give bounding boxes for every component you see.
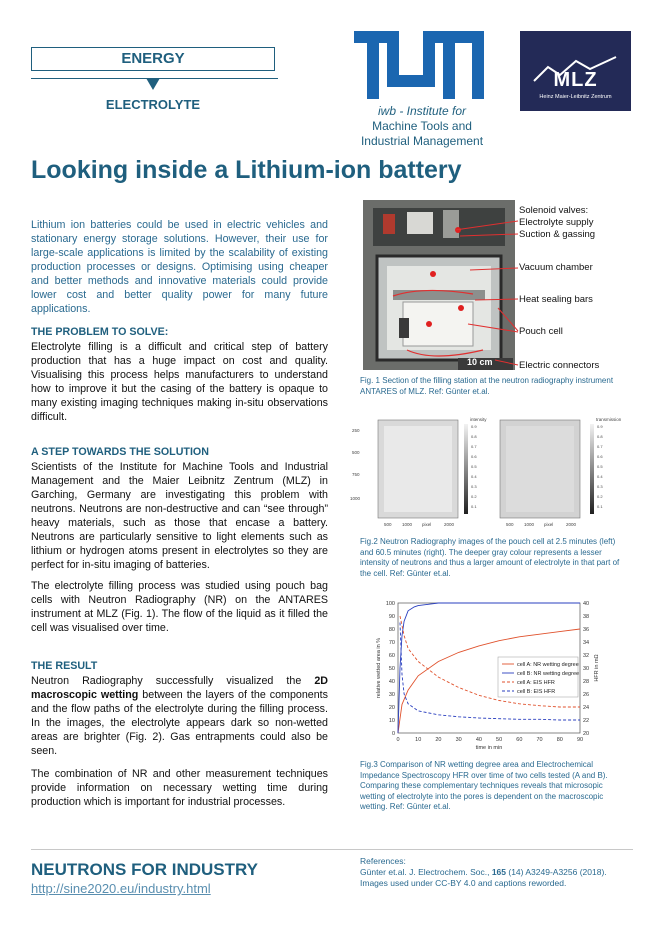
- arrow-down-icon: [146, 78, 160, 90]
- fig2-colorbar-tick: 0.6: [597, 454, 603, 459]
- fig2-colorbar-tick: 0.9: [597, 424, 603, 429]
- fig1-label-solenoid: Solenoid valves:: [519, 205, 589, 216]
- fig1-caption: Fig. 1 Section of the filling station at the neutron radiography instrument ANTARES of MLZ. Ref: Günter et.al.: [360, 376, 614, 396]
- fig1-label-electrolyte-supply: Electrolyte supply: [519, 217, 594, 228]
- industry-link[interactable]: http://sine2020.eu/industry.html: [31, 881, 211, 896]
- fig2-xtick: 2000: [444, 522, 455, 527]
- fig2-colorbar-tick: 0.6: [471, 454, 477, 459]
- x-tick-label: 10: [415, 737, 422, 743]
- y-right-tick-label: 36: [583, 627, 590, 633]
- fig2-colorbar-tick: 0.3: [597, 484, 603, 489]
- fig2-colorbar-tick: 0.7: [597, 444, 603, 449]
- x-tick-label: 60: [516, 737, 523, 743]
- category-label: ENERGY: [31, 47, 275, 71]
- fig2-colorbar-label-left: intensity: [470, 417, 487, 422]
- problem-heading: THE PROBLEM TO SOLVE:: [31, 326, 169, 338]
- x-tick-label: 40: [475, 737, 482, 743]
- fig2-colorbar-tick: 0.5: [597, 464, 603, 469]
- fig1-label-connectors: Electric connectors: [519, 360, 600, 371]
- result-text-a: Neutron Radiography successfully visualized the: [31, 675, 315, 687]
- legend-label: cell B: NR wetting degree: [517, 671, 580, 677]
- fig2-colorbar-tick: 0.2: [471, 494, 477, 499]
- y-tick-label: 0: [391, 731, 395, 737]
- solution-paragraph-2: The electrolyte filling process was studied using pouch bag cells with Neutron Radiography (NR) on the ANTARES instrument at MLZ (Fig. 1). The flow of the liquid as it filled the cell was visualised over time.: [31, 580, 328, 634]
- y-right-tick-label: 26: [583, 692, 590, 698]
- fig2-colorbar-tick: 0.4: [471, 474, 477, 479]
- intro-paragraph: Lithium ion batteries could be used in electric vehicles and stationary energy storage solutions. However, their use for large-scale applications is limited by the scalability of existing production processes or designs. Optimising using cheaper and better methods and innovative materials could provide lower cost and better quality power for many future applications.: [31, 219, 328, 315]
- problem-paragraph: Electrolyte filling is a difficult and critical step of battery production that has a huge impact on cost and quality. Visualising this process helps manufacturers to understand how to improve it but the casing of the battery is opaque to many existing imaging techniques making in-situ observations difficult.: [31, 341, 328, 423]
- fig2-xtick: 500: [384, 522, 392, 527]
- y-tick-label: 80: [388, 627, 395, 633]
- fig2-ytick: 750: [352, 472, 360, 477]
- y-right-tick-label: 32: [583, 653, 590, 659]
- fig2-xtick: 1000: [524, 522, 535, 527]
- legend-label: cell B: EIS HFR: [517, 689, 556, 695]
- fig2-colorbar-tick: 0.3: [471, 484, 477, 489]
- y-right-tick-label: 24: [583, 705, 590, 711]
- footer-title: NEUTRONS FOR INDUSTRY: [31, 860, 258, 879]
- fig1-callout-lines: [440, 200, 520, 370]
- y-tick-label: 90: [388, 614, 395, 620]
- fig3-caption: Fig.3 Comparison of NR wetting degree area and Electrochemical Impedance Spectroscopy HFR over time of two cells tested (A and B). Comparing these complementary techniques reveals that microsopic wetting of electrolyte into the pores is dependent on the macroscopic wetting. Ref: Günter et.al.: [360, 760, 608, 811]
- x-tick-label: 30: [455, 737, 462, 743]
- subcategory-label: ELECTROLYTE: [105, 97, 201, 112]
- fig1-label-heat-sealing: Heat sealing bars: [519, 294, 593, 305]
- y-right-axis-label: HFR in mΩ: [594, 654, 600, 682]
- x-tick-label: 90: [576, 737, 584, 743]
- x-tick-label: 70: [536, 737, 543, 743]
- y-tick-label: 30: [388, 692, 395, 698]
- y-tick-label: 50: [388, 666, 395, 672]
- reference-item: [360, 867, 620, 878]
- fig2-colorbar-tick: 0.7: [471, 444, 477, 449]
- y-right-tick-label: 22: [583, 718, 590, 724]
- y-tick-label: 40: [388, 679, 395, 685]
- fig1-label-pouch-cell: Pouch cell: [519, 326, 563, 337]
- scale-bar-label: 10 cm: [467, 357, 493, 367]
- reference-pages: (14) A3249-A3256 (2018).: [506, 867, 607, 877]
- fig2-colorbar-tick: 0.4: [597, 474, 603, 479]
- institute-line: Industrial Management: [360, 134, 484, 148]
- fig2-colorbar-tick: 0.5: [471, 464, 477, 469]
- fig1-label-vacuum-chamber: Vacuum chamber: [519, 262, 593, 273]
- result-text-b: between the layers of the components and the flow paths of the electrolyte during the filling process. In the images, the electrolyte appears dark so non-wetted areas are brighter (Fig. 2). Gas entrapments could also be seen.: [31, 689, 328, 757]
- fig2-xlabel: pixel: [544, 522, 554, 527]
- fig2-radiography-images: [340, 410, 630, 530]
- fig2-xtick: 1000: [402, 522, 413, 527]
- reference-text: Günter et.al. J. Electrochem. Soc.,: [360, 867, 492, 877]
- result-text-bold: 2D macroscopic wetting: [31, 675, 328, 701]
- x-axis-label: time in min: [475, 745, 503, 751]
- institute-name: [352, 104, 492, 149]
- y-tick-label: 70: [388, 640, 395, 646]
- y-right-tick-label: 20: [583, 731, 590, 737]
- reference-volume: 165: [491, 867, 506, 877]
- y-tick-label: 10: [388, 718, 395, 724]
- x-tick-label: 80: [556, 737, 563, 743]
- result-paragraph: [31, 674, 328, 758]
- solution-paragraph: Scientists of the Institute for Machine Tools and Industrial Management and the Maier Leibnitz Zentrum (MLZ) in Garching, Germany are investigating this problem with neutrons. Neutrons are non-destructive and can “see through” heavy materials, such as those that encase a battery. Neutrons are particularly sensitive to light elements such as lithium or hydrogen atoms present in electrolytes so they are perfect for in-situ imaging of batteries.: [31, 461, 328, 571]
- fig2-ytick: 250: [352, 428, 360, 433]
- y-right-tick-label: 38: [583, 614, 590, 620]
- y-tick-label: 20: [388, 705, 395, 711]
- institute-line: Machine Tools and: [372, 119, 472, 133]
- legend-label: cell A: EIS HFR: [517, 680, 555, 686]
- institute-line: iwb - Institute for: [377, 104, 467, 118]
- mlz-logo-text: MLZ: [553, 69, 598, 91]
- tum-logo: [354, 31, 484, 99]
- y-right-tick-label: 40: [583, 601, 590, 607]
- result-heading: THE RESULT: [31, 660, 98, 672]
- fig2-ytick: 1000: [350, 496, 361, 501]
- wetting-chart: [356, 595, 616, 757]
- footer-divider: [31, 849, 633, 850]
- fig2-colorbar-tick: 0.8: [597, 434, 603, 439]
- solution-heading: A STEP TOWARDS THE SOLUTION: [31, 446, 209, 458]
- y-right-tick-label: 28: [583, 679, 590, 685]
- fig2-ytick: 500: [352, 450, 360, 455]
- fig2-xtick: 2000: [566, 522, 577, 527]
- mlz-logo-subtitle: Heinz Maier-Leibnitz Zentrum: [539, 94, 612, 100]
- fig2-colorbar-tick: 0.1: [597, 504, 603, 509]
- result-paragraph-2: The combination of NR and other measurement techniques provide information on necessary wetting time during production which is important for industrial processes.: [31, 768, 328, 808]
- legend-label: cell A: NR wetting degree: [517, 662, 579, 668]
- fig2-colorbar-label-right: transmission: [596, 417, 622, 422]
- y-axis-label: relative wetted area in %: [376, 637, 382, 699]
- y-tick-label: 100: [385, 601, 395, 607]
- references-heading: References:: [360, 856, 406, 866]
- mlz-logo: [520, 31, 631, 111]
- page-title: Looking inside a Lithium-ion battery: [31, 156, 462, 184]
- fig2-colorbar-tick: 0.2: [597, 494, 603, 499]
- fig2-colorbar-tick: 0.8: [471, 434, 477, 439]
- y-tick-label: 60: [388, 653, 395, 659]
- x-tick-label: 50: [496, 737, 503, 743]
- fig2-colorbar-tick: 0.9: [471, 424, 477, 429]
- fig2-xlabel: pixel: [422, 522, 432, 527]
- x-tick-label: 20: [435, 737, 442, 743]
- reference-license: Images used under CC-BY 4.0 and captions reworded.: [360, 878, 567, 888]
- x-tick-label: 0: [396, 737, 400, 743]
- y-right-tick-label: 34: [583, 640, 590, 646]
- y-right-tick-label: 30: [583, 666, 590, 672]
- fig2-colorbar-tick: 0.1: [471, 504, 477, 509]
- fig1-label-suction: Suction & gassing: [519, 229, 596, 240]
- fig2-caption: Fig.2 Neutron Radiography images of the pouch cell at 2.5 minutes (left) and 60.5 minutes (right). The deeper gray colour represents a lesser intensity of neutrons and thus a larger amount of electrolyte in that part of the cell. Ref: Günter et.al.: [360, 537, 620, 578]
- fig2-xtick: 500: [506, 522, 514, 527]
- references: [360, 856, 620, 889]
